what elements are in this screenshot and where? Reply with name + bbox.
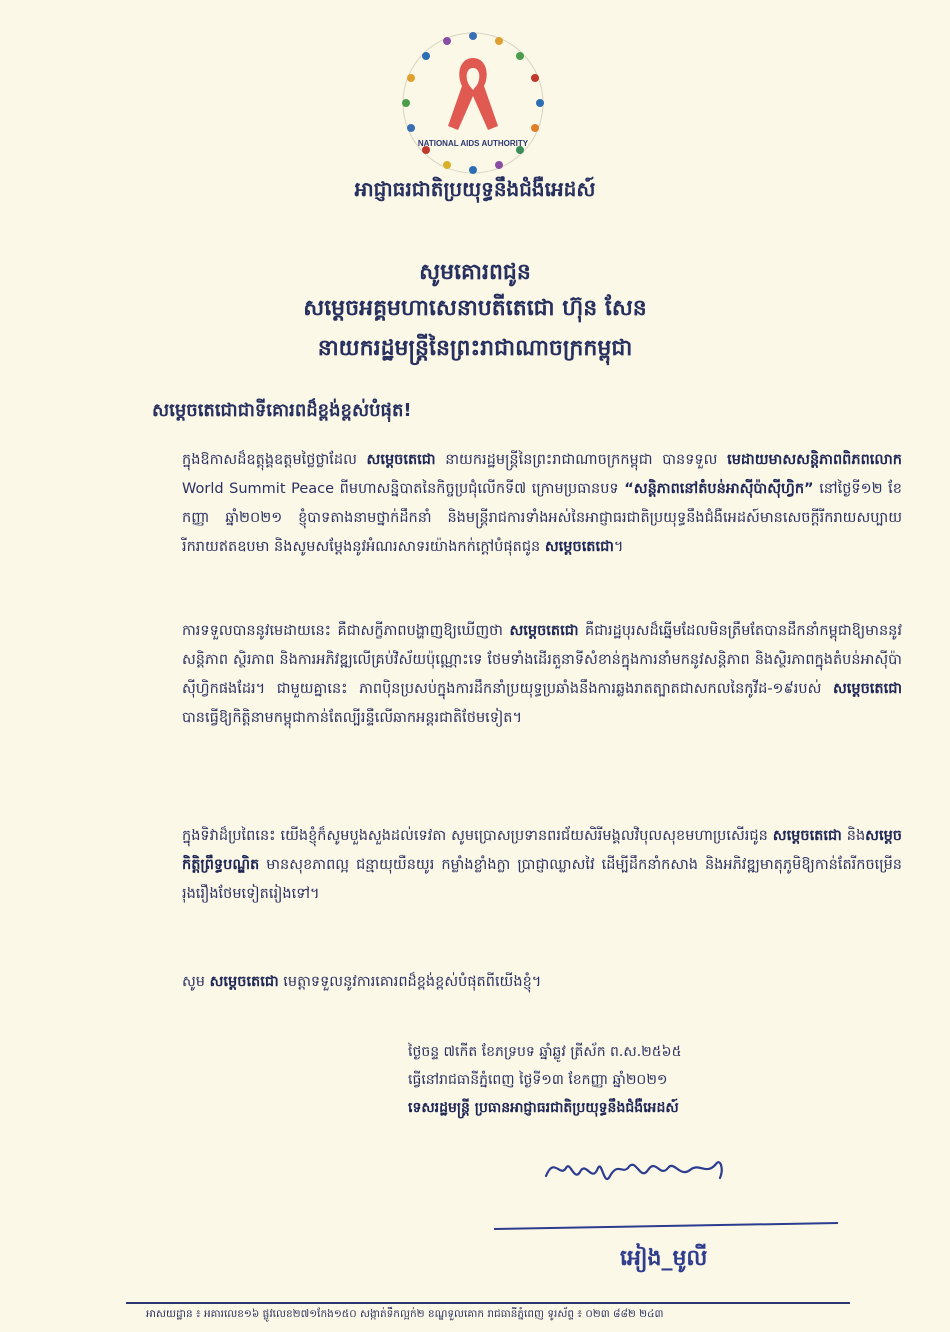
- lunar-date: ថ្ងៃចន្ទ ៧កើត ខែភទ្របទ ឆ្នាំឆ្លូវ ត្រីស័ក ព.ស.២៥៦៥: [408, 1044, 682, 1060]
- place-and-date: ធ្វើនៅរាជធានីភ្នំពេញ ថ្ងៃទី១៣ ខែកញ្ញា ឆ្នាំ២០២១: [408, 1072, 668, 1088]
- logo-org-name: NATIONAL AIDS AUTHORITY: [417, 139, 529, 148]
- signer-title: ទេសរដ្ឋមន្ត្រី ប្រធានអាជ្ញាធរជាតិប្រយុទ្ធនឹងជំងឺអេដស៍: [408, 1100, 679, 1116]
- paragraph-2: ការទទួលបាននូវមេដាយនេះ គឺជាសក្ខីភាពបង្ហាញឱ្យឃើញថា សម្តេចតេជោ គឺជារដ្ឋបុរសដ៏ឆ្នើមដែលមិនត្រឹមតែបានដឹកនាំកម្ពុជាឱ្យមាននូវសន្តិភាព ស្ថិរភាព និងការអភិវឌ្ឍលើគ្រប់វិស័យប៉ុណ្ណោះទេ ថែមទាំងដើរតួនាទីសំខាន់ក្នុងការនាំមកនូវសន្តិភាព និងស្ថិរភាពក្នុងតំបន់អាស៊ីប៉ាស៊ីហ្វិកផងដែរ។ ជាមួយគ្នានេះ ភាពប៉ិនប្រសប់ក្នុងការដឹកនាំប្រយុទ្ធប្រឆាំងនឹងការឆ្លងរាតត្បាតជាសកលនៃកូវីដ-១៩របស់ សម្តេចតេជោ បានធ្វើឱ្យកិត្តិនាមកម្ពុជាកាន់តែល្បីរន្ទឺលើឆាកអន្តរជាតិថែមទៀត។: [182, 623, 902, 726]
- signature-scribble: [540, 1138, 740, 1198]
- organization-name: អាជ្ញាធរជាតិប្រយុទ្ធនឹងជំងឺអេដស៍: [354, 177, 596, 201]
- date-block: [408, 1038, 868, 1122]
- addressee-line-2: សម្តេចអគ្គមហាសេនាបតីតេជោ ហ៊ុន សែន: [303, 296, 647, 321]
- footer-divider: [126, 1302, 850, 1304]
- salutation: សម្តេចតេជោជាទីគោរពដ៏ខ្ពង់ខ្ពស់បំផុត!: [152, 400, 412, 421]
- national-aids-authority-logo: [398, 28, 548, 178]
- addressee-line-3: នាយករដ្ឋមន្ត្រីនៃព្រះរាជាណាចក្រកម្ពុជា: [317, 336, 633, 361]
- red-ribbon-icon: [448, 58, 498, 130]
- signature-underline: [492, 1218, 842, 1230]
- logo-emblem: [398, 28, 548, 178]
- handwritten-signature: [540, 1138, 740, 1198]
- signer-name: អៀង_មូលី: [620, 1246, 708, 1271]
- paragraph-3: ក្នុងទិវាដ៏ប្រពៃនេះ យើងខ្ញុំក៏សូមបួងសួងដល់ទេវតា សូមប្រោសប្រទានពរជ័យសិរីមង្គលវិបុលសុខមហាប្រសើរជូន សម្តេចតេជោ និងសម្តេចកិត្តិព្រឹទ្ធបណ្ឌិត មានសុខភាពល្អ ជន្មាយុយឺនយូរ កម្លាំងខ្លាំងក្លា ប្រាជ្ញាឈ្លាសវៃ ដើម្បីដឹកនាំកសាង និងអភិវឌ្ឍមាតុភូមិឱ្យកាន់តែរីកចម្រើនរុងរឿងថែមទៀតរៀងទៅ។: [182, 828, 902, 902]
- people-ring: [402, 32, 544, 174]
- footer-address: អាសយដ្ឋាន ៖ អគារលេខ១៦ ផ្លូវលេខ២៧១កែង១៥០ សង្កាត់ទឹកល្អក់២ ខណ្ឌទួលគោក រាជធានីភ្នំពេញ ទូរស័ព្ទ ៖ ០២៣ ៨៨២ ២៤៣: [146, 1308, 664, 1320]
- paragraph-1: ក្នុងឱកាសដ៏ឧត្តុង្គឧត្តមថ្លៃថ្លាដែល សម្តេចតេជោ នាយករដ្ឋមន្ត្រីនៃព្រះរាជាណាចក្រកម្ពុជា បានទទួល មេដាយមាសសន្តិភាពពិភពលោក World Summit Peace ពីមហាសន្និបាតនៃកិច្ចប្រជុំលើកទី៧ ក្រោមប្រធានបទ “សន្តិភាពនៅតំបន់អាស៊ីប៉ាស៊ីហ្វិក” នៅថ្ងៃទី១២ ខែកញ្ញា ឆ្នាំ២០២១ ខ្ញុំបាទតាងនាមថ្នាក់ដឹកនាំ និងមន្ត្រីរាជការទាំងអស់នៃអាជ្ញាធរជាតិប្រយុទ្ធនឹងជំងឺអេដស៍មានសេចក្តីរីករាយសប្បាយរីករាយឥតឧបមា និងសូមសម្តែងនូវអំណរសាទរយ៉ាងកក់ក្តៅបំផុតជូន សម្តេចតេជោ។: [182, 452, 902, 555]
- addressee-line-1: សូមគោរពជូន: [419, 260, 531, 285]
- paragraph-4-closing-request: សូម សម្តេចតេជោ មេត្តាទទួលនូវការគោរពដ៏ខ្ពង់ខ្ពស់បំផុតពីយើងខ្ញុំ។: [182, 974, 542, 990]
